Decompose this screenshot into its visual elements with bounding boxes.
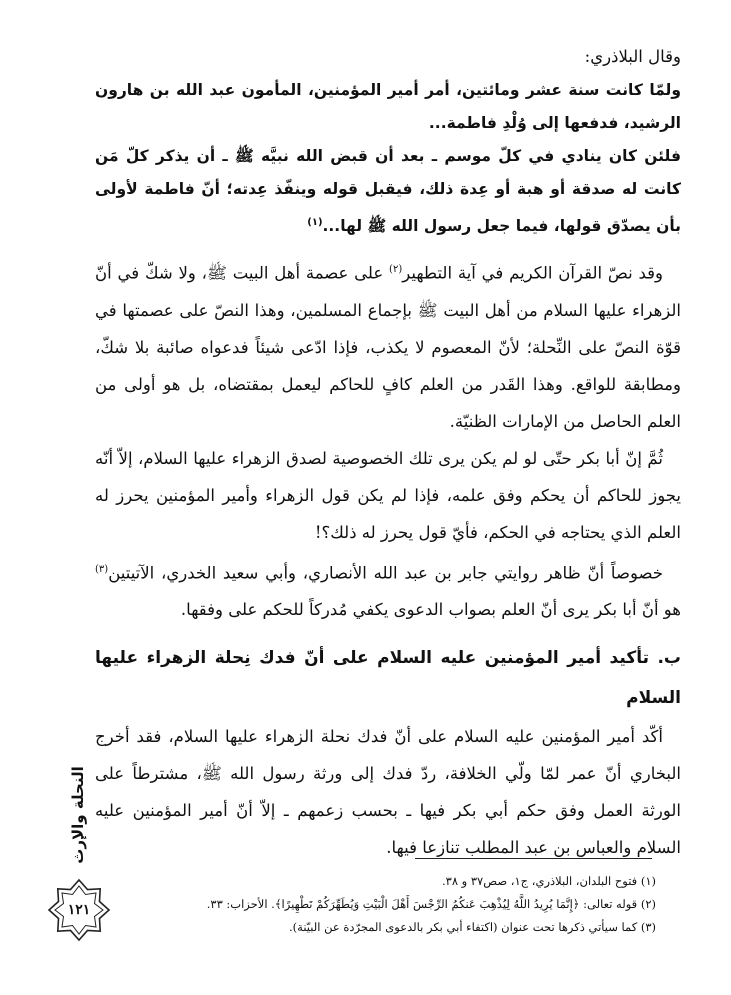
- footnote-divider: [415, 858, 652, 859]
- page-number: ١٢١: [67, 902, 91, 918]
- footnote-ref-3: (٣): [95, 563, 109, 575]
- footnote-1: (١) فتوح البلدان، البلاذري، ج١، صص٣٧ و ٣٨.: [441, 874, 656, 888]
- section-paragraph: أكّد أمير المؤمنين عليه السلام على أنّ فدك نحلة الزهراء عليها السلام، فقد أخرج البخاري أنّ عمر لمّا ولّي الخلافة، ردّ فدك إلى ورثة رسول الله ﷺ، مشترطاً على الورثة العمل وفق حكم أبي بكر فيها ـ بحسب زعمهم ـ إلاّ أنّ أمير المؤمنين عليه السلام والعباس بن عبد المطلب تنازعا فيها.: [95, 727, 681, 858]
- quote-block-2-text: فلئن كان ينادي في كلّ موسم ـ بعد أن قبض الله نبيَّه ﷺ ـ أن يذكر كلّ مَن كانت له صدقة أو هبة أو عِدة ذلك، فيقبل قوله وينفّذ عِدته؛ أنّ فاطمة لأولى بأن يصدّق قولها، فيما جعل رسول الله ﷺ لها...: [95, 147, 681, 236]
- paragraph-2: ثُمَّ إنّ أبا بكر حتّى لو لم يكن يرى تلك الخصوصية لصدق الزهراء عليها السلام، إلاّ أنّه يجوز للحاكم أن يحكم وفق علمه، فإذا لم يكن قول الزهراء وأمير المؤمنين يحرز له العلم الذي يحتاجه في الحكم، فأيّ قول يحرز له ذلك؟!: [95, 448, 681, 542]
- footnotes: [130, 870, 656, 939]
- intro-line: وقال البلاذري:: [584, 47, 681, 66]
- main-text: [95, 40, 681, 866]
- paragraph-1-text-b: على عصمة أهل البيت ﷺ، ولا شكّ في أنّ الزهراء عليها السلام من أهل البيت ﷺ بإجماع المسلمين، وهذا النصّ على عصمتها في قوّة النصّ على النِّحلة؛ لأنّ المعصوم لا يكذب، فإذا ادّعى شيئاً فدعواه صائبة بلا شكّ، ومطابقة للواقع. وهذا القَدر من العلم كافٍ للحاكم ليعمل بمقتضاه، بل هو أولى من العلم الحاصل من الإمارات الظنيّة.: [95, 263, 681, 431]
- paragraph-3: [95, 551, 681, 629]
- side-title-text: النحلة والإرث: [69, 766, 87, 864]
- footnote-ref-2: (٢): [389, 264, 403, 276]
- footnote-3: (٣) كما سيأتي ذكرها تحت عنوان (اكتفاء أبي بكر بالدعوى المجرّدة عن البيّنة).: [289, 920, 656, 934]
- paragraph-3-text-a: خصوصاً أنّ ظاهر روايتي جابر بن عبد الله الأنصاري، وأبي سعيد الخدري، الآتيتين: [108, 563, 663, 583]
- quote-block-1: ولمّا كانت سنة عشر ومائتين، أمر أمير المؤمنين، المأمون عبد الله بن هارون الرشيد، فدفعها إلى وُلْدِ فاطمة...: [95, 81, 681, 132]
- footnote-ref-1: (١): [307, 217, 323, 228]
- footnote-2: (٢) قوله تعالى: ﴿إِنَّمَا يُرِيدُ اللَّهُ لِيُذْهِبَ عَنكُمُ الرِّجْسَ أَهْلَ الْبَيْتِ وَيُطَهِّرَكُمْ تَطْهِيرًا﴾. الأحزاب: ٣٣.: [206, 897, 656, 911]
- paragraph-1-text-a: وقد نصّ القرآن الكريم في آية التطهير: [402, 263, 663, 283]
- paragraph-3-text-b: هو أنّ أبا بكر يرى أنّ العلم بصواب الدعوى يكفي مُدركاً للحكم على وفقها.: [180, 600, 681, 620]
- section-heading: ب. تأكيد أمير المؤمنين عليه السلام على أنّ فدك نِحلة الزهراء عليها السلام: [95, 648, 681, 709]
- running-side-title: [64, 768, 92, 862]
- quote-block-2: [95, 140, 681, 243]
- paragraph-1: [95, 251, 681, 440]
